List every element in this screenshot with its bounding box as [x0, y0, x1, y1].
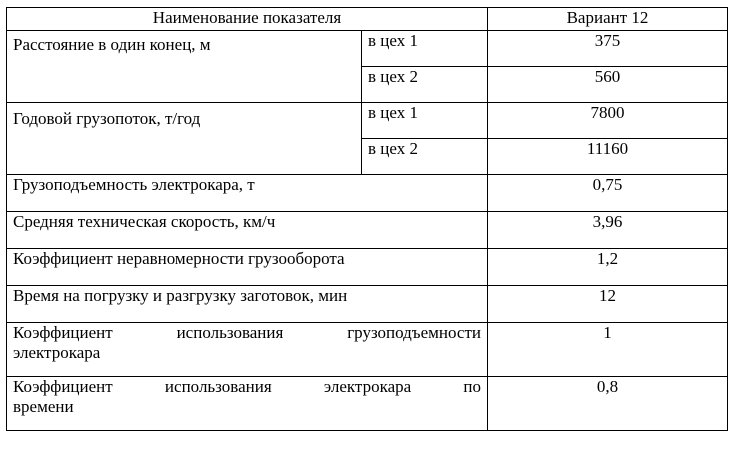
time-use-value: 0,8	[488, 377, 728, 431]
flow-label: Годовой грузопоток, т/год	[7, 103, 362, 175]
header-name-cell: Наименование показателя	[7, 8, 488, 31]
loading-time-label: Время на погрузку и разгрузку заготовок, мин	[7, 286, 488, 323]
time-use-label-line1: Коэффициент использования электрокара по	[13, 377, 481, 396]
table-row	[7, 103, 728, 139]
time-use-label-line2: времени	[13, 397, 74, 416]
table-row	[7, 212, 728, 249]
distance-val2: 560	[488, 67, 728, 103]
table-row	[7, 31, 728, 67]
capacity-use-label-line2: электрокара	[13, 343, 101, 362]
parameters-table	[6, 7, 728, 431]
distance-val1: 375	[488, 31, 728, 67]
table-header-row	[7, 8, 728, 31]
flow-sub2: в цех 2	[362, 139, 488, 175]
table-row	[7, 323, 728, 377]
speed-label: Средняя техническая скорость, км/ч	[7, 212, 488, 249]
unevenness-label: Коэффициент неравномерности грузооборота	[7, 249, 488, 286]
distance-sub1: в цех 1	[362, 31, 488, 67]
distance-label: Расстояние в один конец, м	[7, 31, 362, 103]
table-row	[7, 377, 728, 431]
speed-value: 3,96	[488, 212, 728, 249]
table-row	[7, 286, 728, 323]
flow-sub1: в цех 1	[362, 103, 488, 139]
capacity-use-value: 1	[488, 323, 728, 377]
capacity-value: 0,75	[488, 175, 728, 212]
flow-val1: 7800	[488, 103, 728, 139]
unevenness-value: 1,2	[488, 249, 728, 286]
capacity-use-label-line1: Коэффициент использования грузоподъемности	[13, 323, 481, 342]
distance-sub2: в цех 2	[362, 67, 488, 103]
capacity-label: Грузоподъемность электрокара, т	[7, 175, 488, 212]
table-row	[7, 175, 728, 212]
loading-time-value: 12	[488, 286, 728, 323]
flow-val2: 11160	[488, 139, 728, 175]
header-variant-cell: Вариант 12	[488, 8, 728, 31]
time-use-label	[7, 377, 488, 431]
table-row	[7, 249, 728, 286]
capacity-use-label	[7, 323, 488, 377]
